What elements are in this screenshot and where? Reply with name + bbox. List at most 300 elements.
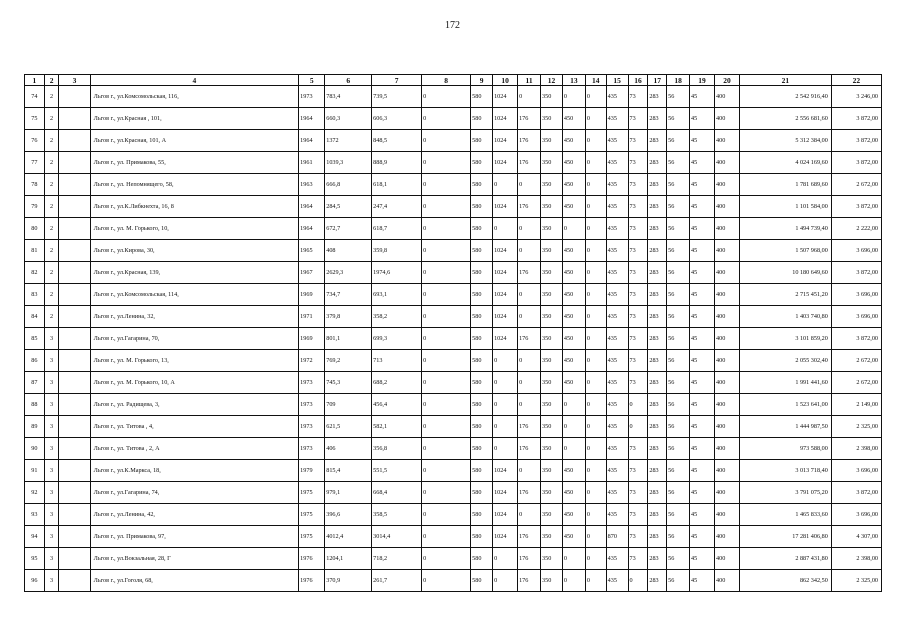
table-cell-col-11: 176 bbox=[518, 416, 541, 438]
table-cell-col-4: Льгов г., ул.Комсомольская, 114, bbox=[90, 284, 299, 306]
table-cell-col-1: 86 bbox=[25, 350, 45, 372]
table-cell-col-4: Льгов г., ул. Титова , 4, bbox=[90, 416, 299, 438]
table-cell-col-10: 0 bbox=[493, 394, 518, 416]
column-header-18: 18 bbox=[667, 75, 690, 86]
table-cell-col-8: 0 bbox=[422, 218, 471, 240]
table-cell-col-14: 0 bbox=[585, 218, 606, 240]
table-cell-col-5: 1973 bbox=[299, 86, 325, 108]
table-cell-col-14: 0 bbox=[585, 438, 606, 460]
table-cell-col-9: 580 bbox=[471, 548, 493, 570]
table-cell-col-10: 1024 bbox=[493, 86, 518, 108]
table-cell-col-20: 400 bbox=[715, 350, 740, 372]
table-cell-col-18: 56 bbox=[667, 86, 690, 108]
table-cell-col-16: 73 bbox=[628, 130, 648, 152]
table-cell-col-20: 400 bbox=[715, 394, 740, 416]
table-cell-col-2: 3 bbox=[44, 328, 59, 350]
column-header-14: 14 bbox=[585, 75, 606, 86]
table-row bbox=[25, 416, 882, 438]
table-cell-col-5: 1964 bbox=[299, 130, 325, 152]
table-cell-col-2: 3 bbox=[44, 548, 59, 570]
table-cell-col-14: 0 bbox=[585, 350, 606, 372]
table-cell-col-12: 350 bbox=[541, 350, 563, 372]
table-cell-col-17: 283 bbox=[648, 460, 667, 482]
column-header-16: 16 bbox=[628, 75, 648, 86]
table-cell-col-1: 78 bbox=[25, 174, 45, 196]
table-cell-col-15: 435 bbox=[606, 482, 628, 504]
table-cell-col-18: 56 bbox=[667, 482, 690, 504]
table-cell-col-13: 450 bbox=[562, 108, 585, 130]
table-cell-col-13: 450 bbox=[562, 240, 585, 262]
table-cell-col-1: 91 bbox=[25, 460, 45, 482]
table-cell-col-10: 1024 bbox=[493, 240, 518, 262]
table-cell-col-8: 0 bbox=[422, 504, 471, 526]
table-cell-col-19: 45 bbox=[690, 328, 715, 350]
table-cell-col-8: 0 bbox=[422, 394, 471, 416]
table-cell-col-13: 450 bbox=[562, 174, 585, 196]
table-row bbox=[25, 174, 882, 196]
table-cell-col-12: 350 bbox=[541, 394, 563, 416]
table-cell-col-8: 0 bbox=[422, 130, 471, 152]
table-cell-col-4: Льгов г., ул.Гоголя, 68, bbox=[90, 570, 299, 592]
table-row bbox=[25, 306, 882, 328]
table-cell-col-12: 350 bbox=[541, 108, 563, 130]
table-cell-col-8: 0 bbox=[422, 460, 471, 482]
table-cell-col-4: Льгов г., ул.К.Либкнехта, 16, 8 bbox=[90, 196, 299, 218]
column-header-11: 11 bbox=[518, 75, 541, 86]
table-row bbox=[25, 284, 882, 306]
table-cell-col-21: 10 180 649,60 bbox=[740, 262, 832, 284]
table-cell-col-13: 450 bbox=[562, 460, 585, 482]
table-cell-col-21: 2 556 681,60 bbox=[740, 108, 832, 130]
table-cell-col-22: 3 696,00 bbox=[831, 240, 881, 262]
table-cell-col-17: 283 bbox=[648, 482, 667, 504]
table-cell-col-7: 551,5 bbox=[372, 460, 422, 482]
table-cell-col-17: 283 bbox=[648, 284, 667, 306]
table-cell-col-16: 73 bbox=[628, 306, 648, 328]
column-header-15: 15 bbox=[606, 75, 628, 86]
table-cell-col-21: 973 588,00 bbox=[740, 438, 832, 460]
table-cell-col-13: 450 bbox=[562, 350, 585, 372]
table-cell-col-15: 435 bbox=[606, 394, 628, 416]
table-cell-col-3 bbox=[59, 240, 90, 262]
table-cell-col-21: 3 013 718,40 bbox=[740, 460, 832, 482]
table-cell-col-12: 350 bbox=[541, 306, 563, 328]
table-cell-col-14: 0 bbox=[585, 570, 606, 592]
page-number: 172 bbox=[445, 20, 460, 31]
table-cell-col-15: 435 bbox=[606, 416, 628, 438]
table-cell-col-15: 435 bbox=[606, 570, 628, 592]
table-cell-col-18: 56 bbox=[667, 284, 690, 306]
table-cell-col-5: 1973 bbox=[299, 394, 325, 416]
table-cell-col-10: 1024 bbox=[493, 284, 518, 306]
table-cell-col-11: 176 bbox=[518, 328, 541, 350]
table-cell-col-4: Льгов г., ул. М. Горького, 10, bbox=[90, 218, 299, 240]
table-cell-col-14: 0 bbox=[585, 548, 606, 570]
table-cell-col-11: 0 bbox=[518, 240, 541, 262]
table-cell-col-17: 283 bbox=[648, 130, 667, 152]
table-cell-col-5: 1969 bbox=[299, 328, 325, 350]
column-header-1: 1 bbox=[25, 75, 45, 86]
table-cell-col-22: 2 222,00 bbox=[831, 218, 881, 240]
table-cell-col-13: 450 bbox=[562, 130, 585, 152]
table-cell-col-4: Льгов г., ул.Ленина, 32, bbox=[90, 306, 299, 328]
table-cell-col-22: 3 872,00 bbox=[831, 130, 881, 152]
table-cell-col-15: 435 bbox=[606, 86, 628, 108]
table-cell-col-18: 56 bbox=[667, 416, 690, 438]
table-cell-col-11: 176 bbox=[518, 438, 541, 460]
table-cell-col-8: 0 bbox=[422, 196, 471, 218]
table-cell-col-15: 435 bbox=[606, 108, 628, 130]
table-cell-col-8: 0 bbox=[422, 174, 471, 196]
table-cell-col-9: 580 bbox=[471, 262, 493, 284]
table-cell-col-19: 45 bbox=[690, 240, 715, 262]
table-cell-col-11: 176 bbox=[518, 570, 541, 592]
table-cell-col-22: 2 672,00 bbox=[831, 350, 881, 372]
table-row bbox=[25, 482, 882, 504]
table-cell-col-7: 888,9 bbox=[372, 152, 422, 174]
table-cell-col-8: 0 bbox=[422, 284, 471, 306]
table-cell-col-20: 400 bbox=[715, 284, 740, 306]
table-cell-col-14: 0 bbox=[585, 526, 606, 548]
table-cell-col-17: 283 bbox=[648, 372, 667, 394]
table-cell-col-7: 359,8 bbox=[372, 240, 422, 262]
table-cell-col-10: 0 bbox=[493, 570, 518, 592]
table-cell-col-19: 45 bbox=[690, 416, 715, 438]
table-cell-col-18: 56 bbox=[667, 218, 690, 240]
column-header-6: 6 bbox=[325, 75, 372, 86]
table-row bbox=[25, 108, 882, 130]
table-cell-col-11: 176 bbox=[518, 152, 541, 174]
table-cell-col-6: 1372 bbox=[325, 130, 372, 152]
table-cell-col-2: 3 bbox=[44, 372, 59, 394]
table-cell-col-14: 0 bbox=[585, 152, 606, 174]
table-cell-col-20: 400 bbox=[715, 504, 740, 526]
table-cell-col-18: 56 bbox=[667, 350, 690, 372]
table-cell-col-11: 0 bbox=[518, 460, 541, 482]
table-row bbox=[25, 548, 882, 570]
table-cell-col-18: 56 bbox=[667, 196, 690, 218]
table-cell-col-21: 1 403 740,80 bbox=[740, 306, 832, 328]
table-cell-col-17: 283 bbox=[648, 86, 667, 108]
table-cell-col-15: 435 bbox=[606, 372, 628, 394]
table-cell-col-2: 3 bbox=[44, 438, 59, 460]
table-cell-col-4: Льгов г., ул. Примакова, 55, bbox=[90, 152, 299, 174]
table-cell-col-2: 3 bbox=[44, 350, 59, 372]
table-cell-col-3 bbox=[59, 130, 90, 152]
table-cell-col-22: 3 872,00 bbox=[831, 196, 881, 218]
table-cell-col-6: 672,7 bbox=[325, 218, 372, 240]
table-cell-col-20: 400 bbox=[715, 460, 740, 482]
table-cell-col-15: 435 bbox=[606, 152, 628, 174]
table-cell-col-3 bbox=[59, 548, 90, 570]
table-cell-col-14: 0 bbox=[585, 504, 606, 526]
table-cell-col-7: 699,3 bbox=[372, 328, 422, 350]
table-cell-col-9: 580 bbox=[471, 416, 493, 438]
table-cell-col-13: 450 bbox=[562, 152, 585, 174]
table-cell-col-21: 3 101 859,20 bbox=[740, 328, 832, 350]
table-cell-col-8: 0 bbox=[422, 482, 471, 504]
table-cell-col-18: 56 bbox=[667, 504, 690, 526]
table-cell-col-3 bbox=[59, 438, 90, 460]
table-row bbox=[25, 526, 882, 548]
table-cell-col-13: 450 bbox=[562, 306, 585, 328]
table-cell-col-14: 0 bbox=[585, 240, 606, 262]
column-header-4: 4 bbox=[90, 75, 299, 86]
table-cell-col-22: 3 872,00 bbox=[831, 152, 881, 174]
table-cell-col-1: 95 bbox=[25, 548, 45, 570]
table-cell-col-2: 3 bbox=[44, 460, 59, 482]
table-row bbox=[25, 570, 882, 592]
table-cell-col-15: 870 bbox=[606, 526, 628, 548]
table-cell-col-5: 1975 bbox=[299, 482, 325, 504]
table-cell-col-13: 0 bbox=[562, 86, 585, 108]
table-cell-col-16: 0 bbox=[628, 394, 648, 416]
table-cell-col-4: Льгов г., ул. Непомнящего, 58, bbox=[90, 174, 299, 196]
table-cell-col-3 bbox=[59, 328, 90, 350]
table-cell-col-21: 1 465 833,60 bbox=[740, 504, 832, 526]
table-cell-col-20: 400 bbox=[715, 306, 740, 328]
table-cell-col-10: 1024 bbox=[493, 152, 518, 174]
table-cell-col-17: 283 bbox=[648, 416, 667, 438]
table-row bbox=[25, 152, 882, 174]
column-header-22: 22 bbox=[831, 75, 881, 86]
table-cell-col-17: 283 bbox=[648, 350, 667, 372]
table-row bbox=[25, 438, 882, 460]
table-cell-col-6: 709 bbox=[325, 394, 372, 416]
table-cell-col-14: 0 bbox=[585, 130, 606, 152]
column-header-13: 13 bbox=[562, 75, 585, 86]
table-cell-col-16: 73 bbox=[628, 372, 648, 394]
table-cell-col-22: 2 398,00 bbox=[831, 438, 881, 460]
table-cell-col-17: 283 bbox=[648, 174, 667, 196]
table-cell-col-4: Льгов г., ул. Радищева, 3, bbox=[90, 394, 299, 416]
table-cell-col-5: 1969 bbox=[299, 284, 325, 306]
table-cell-col-12: 350 bbox=[541, 284, 563, 306]
table-cell-col-15: 435 bbox=[606, 284, 628, 306]
table-row bbox=[25, 196, 882, 218]
table-cell-col-15: 435 bbox=[606, 130, 628, 152]
table-cell-col-11: 0 bbox=[518, 372, 541, 394]
table-cell-col-14: 0 bbox=[585, 394, 606, 416]
table-cell-col-16: 0 bbox=[628, 570, 648, 592]
table-cell-col-7: 688,2 bbox=[372, 372, 422, 394]
table-cell-col-13: 450 bbox=[562, 372, 585, 394]
table-cell-col-20: 400 bbox=[715, 218, 740, 240]
table-cell-col-15: 435 bbox=[606, 174, 628, 196]
table-cell-col-3 bbox=[59, 174, 90, 196]
table-cell-col-10: 1024 bbox=[493, 460, 518, 482]
table-cell-col-7: 739,5 bbox=[372, 86, 422, 108]
table-cell-col-13: 0 bbox=[562, 218, 585, 240]
table-cell-col-1: 80 bbox=[25, 218, 45, 240]
table-cell-col-9: 580 bbox=[471, 174, 493, 196]
table-cell-col-10: 1024 bbox=[493, 306, 518, 328]
table-cell-col-7: 606,3 bbox=[372, 108, 422, 130]
table-cell-col-17: 283 bbox=[648, 240, 667, 262]
table-cell-col-3 bbox=[59, 416, 90, 438]
table-cell-col-18: 56 bbox=[667, 438, 690, 460]
table-cell-col-13: 0 bbox=[562, 416, 585, 438]
table-cell-col-1: 90 bbox=[25, 438, 45, 460]
table-cell-col-4: Льгов г., ул. М. Горького, 13, bbox=[90, 350, 299, 372]
table-cell-col-18: 56 bbox=[667, 394, 690, 416]
table-cell-col-12: 350 bbox=[541, 460, 563, 482]
table-cell-col-10: 1024 bbox=[493, 130, 518, 152]
table-cell-col-7: 356,8 bbox=[372, 438, 422, 460]
table-cell-col-6: 979,1 bbox=[325, 482, 372, 504]
table-cell-col-5: 1965 bbox=[299, 240, 325, 262]
table-cell-col-17: 283 bbox=[648, 394, 667, 416]
table-cell-col-21: 17 281 406,80 bbox=[740, 526, 832, 548]
table-cell-col-20: 400 bbox=[715, 372, 740, 394]
table-cell-col-22: 3 872,00 bbox=[831, 328, 881, 350]
table-cell-col-6: 621,5 bbox=[325, 416, 372, 438]
table-cell-col-5: 1973 bbox=[299, 372, 325, 394]
table-cell-col-13: 450 bbox=[562, 328, 585, 350]
table-cell-col-20: 400 bbox=[715, 130, 740, 152]
table-cell-col-7: 247,4 bbox=[372, 196, 422, 218]
table-cell-col-2: 3 bbox=[44, 394, 59, 416]
table-cell-col-18: 56 bbox=[667, 174, 690, 196]
table-cell-col-11: 0 bbox=[518, 306, 541, 328]
table-cell-col-17: 283 bbox=[648, 526, 667, 548]
table-cell-col-18: 56 bbox=[667, 460, 690, 482]
table-cell-col-5: 1971 bbox=[299, 306, 325, 328]
table-cell-col-22: 3 872,00 bbox=[831, 262, 881, 284]
table-cell-col-9: 580 bbox=[471, 570, 493, 592]
table-cell-col-7: 1974,6 bbox=[372, 262, 422, 284]
table-cell-col-10: 0 bbox=[493, 174, 518, 196]
table-cell-col-9: 580 bbox=[471, 482, 493, 504]
table-row bbox=[25, 240, 882, 262]
table-cell-col-8: 0 bbox=[422, 350, 471, 372]
table-cell-col-6: 4012,4 bbox=[325, 526, 372, 548]
table-cell-col-6: 379,8 bbox=[325, 306, 372, 328]
table-cell-col-16: 73 bbox=[628, 152, 648, 174]
table-row bbox=[25, 372, 882, 394]
table-cell-col-14: 0 bbox=[585, 372, 606, 394]
table-cell-col-2: 2 bbox=[44, 218, 59, 240]
table-cell-col-20: 400 bbox=[715, 262, 740, 284]
table-cell-col-22: 3 696,00 bbox=[831, 504, 881, 526]
table-cell-col-18: 56 bbox=[667, 108, 690, 130]
table-cell-col-9: 580 bbox=[471, 86, 493, 108]
table-row bbox=[25, 218, 882, 240]
table-cell-col-21: 5 312 384,00 bbox=[740, 130, 832, 152]
table-cell-col-12: 350 bbox=[541, 570, 563, 592]
table-row bbox=[25, 328, 882, 350]
table-cell-col-9: 580 bbox=[471, 328, 493, 350]
table-cell-col-20: 400 bbox=[715, 548, 740, 570]
table-cell-col-20: 400 bbox=[715, 108, 740, 130]
table-cell-col-3 bbox=[59, 306, 90, 328]
table-cell-col-10: 1024 bbox=[493, 262, 518, 284]
table-cell-col-14: 0 bbox=[585, 174, 606, 196]
housing-register-table bbox=[24, 74, 882, 592]
table-cell-col-12: 350 bbox=[541, 218, 563, 240]
table-cell-col-15: 435 bbox=[606, 460, 628, 482]
table-cell-col-11: 176 bbox=[518, 526, 541, 548]
table-cell-col-1: 79 bbox=[25, 196, 45, 218]
table-cell-col-18: 56 bbox=[667, 548, 690, 570]
table-cell-col-18: 56 bbox=[667, 526, 690, 548]
table-cell-col-5: 1979 bbox=[299, 460, 325, 482]
table-cell-col-19: 45 bbox=[690, 174, 715, 196]
table-cell-col-18: 56 bbox=[667, 152, 690, 174]
table-cell-col-10: 0 bbox=[493, 372, 518, 394]
table-cell-col-4: Льгов г., ул.Ленина, 42, bbox=[90, 504, 299, 526]
column-header-19: 19 bbox=[690, 75, 715, 86]
table-cell-col-20: 400 bbox=[715, 86, 740, 108]
table-cell-col-16: 73 bbox=[628, 526, 648, 548]
table-cell-col-18: 56 bbox=[667, 262, 690, 284]
table-cell-col-12: 350 bbox=[541, 482, 563, 504]
table-cell-col-1: 96 bbox=[25, 570, 45, 592]
table-cell-col-11: 0 bbox=[518, 86, 541, 108]
table-cell-col-22: 3 872,00 bbox=[831, 482, 881, 504]
table-cell-col-1: 75 bbox=[25, 108, 45, 130]
table-cell-col-13: 0 bbox=[562, 438, 585, 460]
table-cell-col-14: 0 bbox=[585, 482, 606, 504]
table-cell-col-3 bbox=[59, 482, 90, 504]
table-cell-col-22: 3 872,00 bbox=[831, 108, 881, 130]
table-cell-col-21: 1 991 441,60 bbox=[740, 372, 832, 394]
table-cell-col-16: 73 bbox=[628, 262, 648, 284]
table-cell-col-12: 350 bbox=[541, 504, 563, 526]
column-header-9: 9 bbox=[471, 75, 493, 86]
table-cell-col-17: 283 bbox=[648, 504, 667, 526]
table-cell-col-4: Льгов г., ул.Красная, 139, bbox=[90, 262, 299, 284]
table-cell-col-16: 73 bbox=[628, 174, 648, 196]
table-cell-col-17: 283 bbox=[648, 570, 667, 592]
table-cell-col-11: 0 bbox=[518, 394, 541, 416]
table-cell-col-7: 618,7 bbox=[372, 218, 422, 240]
table-cell-col-3 bbox=[59, 570, 90, 592]
table-cell-col-16: 73 bbox=[628, 548, 648, 570]
column-header-3: 3 bbox=[59, 75, 90, 86]
table-cell-col-2: 2 bbox=[44, 240, 59, 262]
table-row bbox=[25, 86, 882, 108]
table-cell-col-15: 435 bbox=[606, 240, 628, 262]
table-cell-col-21: 1 523 641,00 bbox=[740, 394, 832, 416]
table-cell-col-12: 350 bbox=[541, 526, 563, 548]
table-cell-col-9: 580 bbox=[471, 240, 493, 262]
column-header-17: 17 bbox=[648, 75, 667, 86]
table-cell-col-13: 0 bbox=[562, 570, 585, 592]
table-cell-col-13: 450 bbox=[562, 526, 585, 548]
table-cell-col-2: 2 bbox=[44, 108, 59, 130]
table-cell-col-4: Льгов г., ул.Гагарина, 70, bbox=[90, 328, 299, 350]
table-cell-col-21: 3 791 075,20 bbox=[740, 482, 832, 504]
table-cell-col-11: 176 bbox=[518, 196, 541, 218]
table-cell-col-5: 1972 bbox=[299, 350, 325, 372]
table-cell-col-22: 2 398,00 bbox=[831, 548, 881, 570]
table-cell-col-12: 350 bbox=[541, 240, 563, 262]
table-cell-col-7: 358,2 bbox=[372, 306, 422, 328]
table-cell-col-19: 45 bbox=[690, 372, 715, 394]
table-cell-col-12: 350 bbox=[541, 196, 563, 218]
table-cell-col-8: 0 bbox=[422, 152, 471, 174]
table-cell-col-15: 435 bbox=[606, 438, 628, 460]
table-cell-col-4: Льгов г., ул.Вокзальная, 28, Г bbox=[90, 548, 299, 570]
table-cell-col-1: 77 bbox=[25, 152, 45, 174]
table-cell-col-16: 73 bbox=[628, 482, 648, 504]
table-cell-col-2: 2 bbox=[44, 306, 59, 328]
table-cell-col-17: 283 bbox=[648, 108, 667, 130]
table-cell-col-4: Льгов г., ул.Гагарина, 74, bbox=[90, 482, 299, 504]
table-cell-col-1: 93 bbox=[25, 504, 45, 526]
table-cell-col-2: 2 bbox=[44, 130, 59, 152]
